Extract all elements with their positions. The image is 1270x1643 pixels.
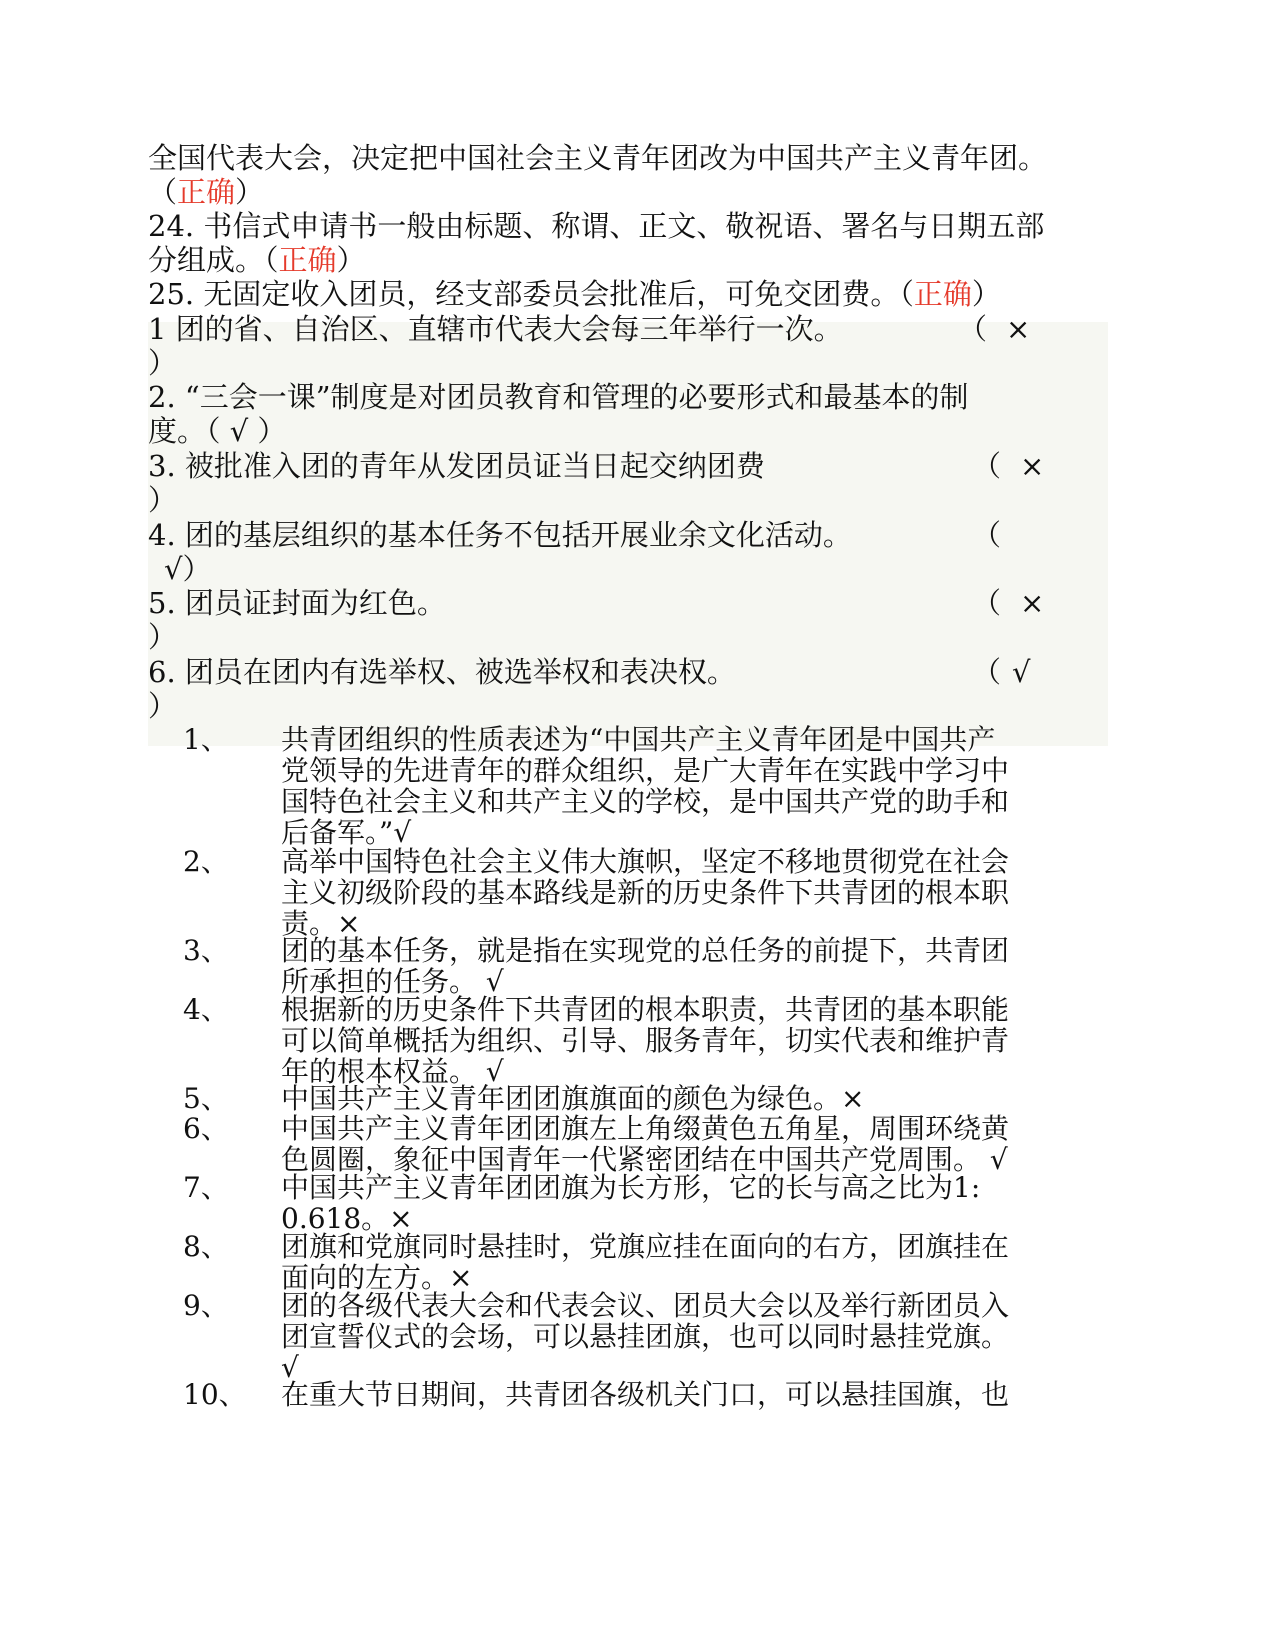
answer-correct: 正确	[913, 277, 972, 311]
list-item-text	[281, 994, 1091, 1087]
judgement-q3-paren-close: ）	[148, 483, 178, 517]
judgement-q1-text: 1 团的省、自治区、直辖市代表大会每三年举行一次。	[148, 312, 843, 346]
list-item-line: 责。×	[281, 907, 361, 940]
list-item-text	[281, 935, 1091, 997]
list-item-line: 团的基本任务，就是指在实现党的总任务的前提下，共青团	[281, 934, 1010, 967]
question-24-line1: 24. 书信式申请书一般由标题、称谓、正文、敬祝语、署名与日期五部	[148, 209, 1045, 243]
list-item-text	[281, 846, 1091, 939]
list-item-number: 4、	[183, 993, 229, 1026]
list-item-number: 6、	[183, 1112, 229, 1145]
question-24-text: 分组成。（	[148, 243, 279, 277]
list-item-text	[281, 1083, 1091, 1114]
judgement-q4-paren-open: （	[972, 518, 1002, 552]
list-item-number: 8、	[183, 1230, 229, 1263]
judgement-q6-paren-close: ）	[148, 689, 178, 723]
judgement-q5-paren-close: ）	[148, 620, 178, 654]
judgement-q5-paren-open: （	[972, 586, 1002, 620]
judgement-q4-text: 4. 团的基层组织的基本任务不包括开展业余文化活动。	[148, 518, 852, 552]
list-item-line: 所承担的任务。 √	[281, 965, 504, 998]
list-item-number: 7、	[183, 1171, 229, 1204]
judgement-q4-line2: √）	[164, 552, 212, 586]
list-item-line: 年的根本权益。 √	[281, 1055, 504, 1088]
judgement-q5-mark: ×	[1020, 586, 1045, 620]
list-item-line: 主义初级阶段的基本路线是新的历史条件下共青团的根本职	[281, 876, 1010, 909]
list-item-text	[281, 1113, 1091, 1175]
list-item-text	[281, 1290, 1091, 1383]
judgement-q1-mark: ×	[1006, 312, 1031, 346]
list-item-line: 党领导的先进青年的群众组织，是广大青年在实践中学习中	[281, 754, 1010, 787]
judgement-q6-text: 6. 团员在团内有选举权、被选举权和表决权。	[148, 655, 736, 689]
list-item-number: 9、	[183, 1289, 229, 1322]
list-item-line: 0.618。×	[281, 1202, 413, 1235]
list-item-number: 3、	[183, 934, 229, 967]
list-item-number: 2、	[183, 845, 229, 878]
question-25-text: 25. 无固定收入团员，经支部委员会批准后，可免交团费。（	[148, 277, 914, 311]
judgement-q1-paren-close: ）	[148, 346, 178, 380]
list-item-line: 中国共产主义青年团团旗左上角缀黄色五角星，周围环绕黄	[281, 1112, 1010, 1145]
list-item-line: 团旗和党旗同时悬挂时，党旗应挂在面向的右方，团旗挂在	[281, 1230, 1010, 1263]
question-25	[148, 277, 1001, 311]
paren-close: ）	[971, 277, 1001, 311]
paragraph-line: 全国代表大会，决定把中国社会主义青年团改为中国共产主义青年团。	[148, 141, 1048, 175]
paren-close: ）	[235, 175, 265, 209]
list-item-text	[281, 1172, 1091, 1234]
list-item-line: 高举中国特色社会主义伟大旗帜，坚定不移地贯彻党在社会	[281, 845, 1010, 878]
judgement-q1-paren-open: （	[958, 312, 988, 346]
judgement-q3-mark: ×	[1020, 449, 1045, 483]
answer-line	[148, 175, 264, 209]
list-item-line: 中国共产主义青年团团旗旗面的颜色为绿色。×	[281, 1082, 865, 1115]
list-item-line: 在重大节日期间，共青团各级机关门口，可以悬挂国旗，也	[281, 1378, 1010, 1411]
list-item-line: 中国共产主义青年团团旗为长方形，它的长与高之比为1:	[281, 1171, 981, 1204]
list-item-line: 团宣誓仪式的会场，可以悬挂团旗，也可以同时悬挂党旗。	[281, 1320, 1010, 1353]
judgement-q5-text: 5. 团员证封面为红色。	[148, 586, 446, 620]
list-item-line: 根据新的历史条件下共青团的根本职责，共青团的基本职能	[281, 993, 1010, 1026]
list-item-number: 5、	[183, 1082, 229, 1115]
list-item-line: 可以简单概括为组织、引导、服务青年，切实代表和维护青	[281, 1024, 1010, 1057]
paren-open: （	[148, 175, 178, 209]
list-item-number: 1、	[183, 723, 229, 756]
list-item-line: 色圆圈，象征中国青年一代紧密团结在中国共产党周围。 √	[281, 1143, 1008, 1176]
judgement-q6-mark: √	[1012, 655, 1031, 689]
list-item-text	[281, 724, 1091, 848]
judgement-q2-line2: 度。（ √ ）	[148, 414, 287, 448]
list-item-text	[281, 1231, 1091, 1293]
judgement-q3-paren-open: （	[972, 449, 1002, 483]
question-24-line2	[148, 243, 366, 277]
list-item-line: 国特色社会主义和共产主义的学校，是中国共产党的助手和	[281, 785, 1010, 818]
list-item-line: 共青团组织的性质表述为“中国共产主义青年团是中国共产	[281, 723, 996, 756]
list-item-text	[281, 1379, 1091, 1410]
judgement-q3-text: 3. 被批准入团的青年从发团员证当日起交纳团费	[148, 449, 765, 483]
list-item-number: 10、	[183, 1378, 247, 1411]
judgement-q6-paren-open: （	[972, 655, 1002, 689]
answer-correct: 正确	[278, 243, 337, 277]
list-item-line: √	[281, 1351, 299, 1384]
list-item-line: 面向的左方。×	[281, 1261, 473, 1294]
answer-correct: 正确	[177, 175, 236, 209]
list-item-line: 团的各级代表大会和代表会议、团员大会以及举行新团员入	[281, 1289, 1010, 1322]
list-item-line: 后备军。”√	[281, 816, 412, 849]
paren-close: ）	[336, 243, 366, 277]
judgement-q2-line1: 2. “三会一课”制度是对团员教育和管理的必要形式和最基本的制	[148, 380, 969, 414]
